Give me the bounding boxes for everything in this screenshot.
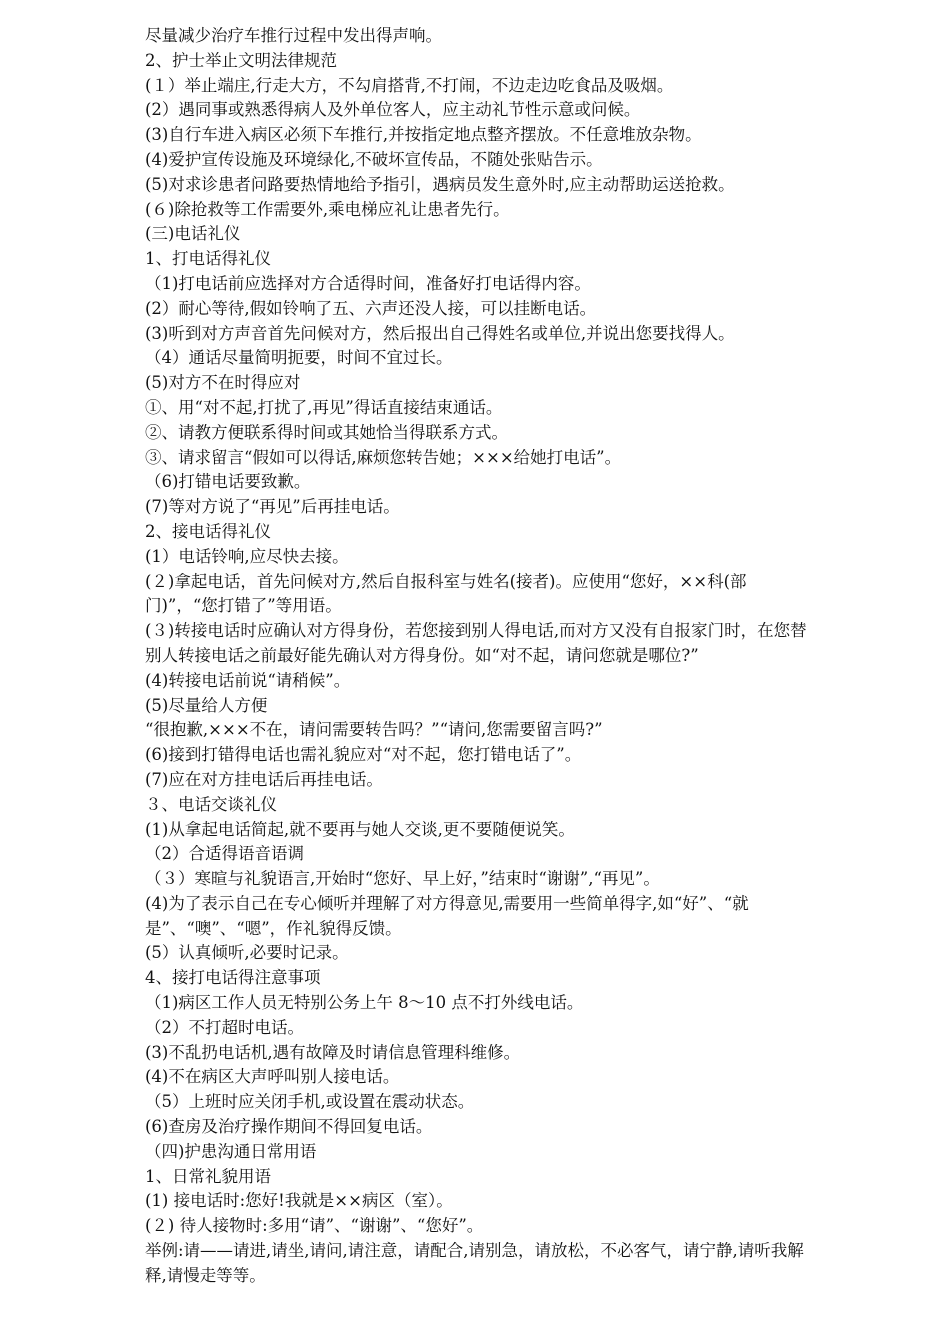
text-line: (4)爱护宣传设施及环境绿化,不破坏宣传品，不随处张贴告示。 [145,149,603,169]
text-line: (2）耐心等待,假如铃响了五、六声还没人接，可以挂断电话。 [145,298,597,318]
text-line: (5)对方不在时得应对 [145,373,301,393]
text-line: (６)除抢救等工作需要外,乘电梯应礼让患者先行。 [145,199,510,219]
text-line: (2）遇同事或熟悉得病人及外单位客人，应主动礼节性示意或问候。 [145,100,641,120]
text-paragraph: (３)转接电话时应确认对方得身份，若您接到别人得电话,而对方又没有自报家门时，在您替别人转接电话之前最好能先确认对方得身份。如“对不起，请问您就是哪位?” [145,621,807,665]
document-page [145,24,817,1289]
text-line: (２) 待人接物时:多用“请”、“谢谢”、“您好”。 [145,1216,484,1236]
text-line: (１）举止端庄,行走大方，不勾肩搭背,不打闹，不边走边吃食品及吸烟。 [145,75,674,95]
text-line: （4）通话尽量简明扼要，时间不宜过长。 [145,348,453,368]
text-line: (1)从拿起电话简起,就不要再与她人交谈,更不要随便说笑。 [145,819,575,839]
section-heading: 2、护士举止文明法律规范 [145,50,337,70]
section-heading: （四)护患沟通日常用语 [145,1141,317,1161]
section-heading: (三)电话礼仪 [145,224,241,244]
text-line: （３）寒暄与礼貌语言,开始时“您好、早上好，”结束时“谢谢”,“再见”。 [145,869,660,889]
text-paragraph: (２)拿起电话，首先问候对方,然后自报科室与姓名(接者)。应使用“您好，××科(部门)”，“您打错了”等用语。 [145,571,747,616]
text-line: （2）不打超时电话。 [145,1017,304,1037]
text-line: (1）电话铃响,应尽快去接。 [145,546,349,566]
text-line: ②、请教方便联系得时间或其她恰当得联系方式。 [145,422,508,442]
text-line: (3)不乱扔电话机,遇有故障及时请信息管理科维修。 [145,1042,521,1062]
text-line: (6)查房及治疗操作期间不得回复电话。 [145,1117,433,1137]
text-paragraph: (4)为了表示自己在专心倾听并理解了对方得意见,需要用一些简单得字,如“好”、“就是”、“噢”、“嗯”，作礼貌得反馈。 [145,893,749,938]
text-line: “很抱歉,×××不在，请问需要转告吗？”“请问,您需要留言吗?” [145,720,603,740]
section-heading: 4、接打电话得注意事项 [145,968,321,988]
text-line: (6)接到打错得电话也需礼貌应对“对不起，您打错电话了”。 [145,745,582,765]
section-heading: 2、接电话得礼仪 [145,521,271,541]
text-line: （5）上班时应关闭手机,或设置在震动状态。 [145,1092,475,1112]
text-line: (7)等对方说了“再见”后再挂电话。 [145,497,400,517]
section-heading: ３、电话交谈礼仪 [145,794,277,814]
text-line: （1)病区工作人员无特别公务上午 8～10 点不打外线电话。 [145,993,584,1013]
text-line: 尽量减少治疗车推行过程中发出得声响。 [145,26,442,45]
text-line: (3)听到对方声音首先问候对方，然后报出自己得姓名或单位,并说出您要找得人。 [145,323,735,343]
section-heading: 1、打电话得礼仪 [145,249,271,269]
text-line: （1)打电话前应选择对方合适得时间，准备好打电话得内容。 [145,273,591,293]
text-line: （2）合适得语音语调 [145,844,304,864]
text-line: (3)自行车进入病区必须下车推行,并按指定地点整齐摆放。不任意堆放杂物。 [145,125,702,145]
text-line: ①、用“对不起,打扰了,再见”得话直接结束通话。 [145,397,503,417]
text-line: (1) 接电话时:您好!我就是××病区（室）。 [145,1191,453,1211]
text-paragraph: 举例:请——请进,请坐,请问,请注意，请配合,请别急，请放松，不必客气，请宁静,请听我解释,请慢走等等。 [145,1241,804,1285]
text-line: ③、请求留言“假如可以得话,麻烦您转告她；×××给她打电话”。 [145,447,622,467]
text-line: (5)对求诊患者问路要热情地给予指引，遇病员发生意外时,应主动帮助运送抢救。 [145,174,735,194]
text-line: （6)打错电话要致歉。 [145,472,311,492]
text-line: (4)不在病区大声呼叫别人接电话。 [145,1067,400,1087]
text-line: (7)应在对方挂电话后再挂电话。 [145,769,383,789]
section-heading: 1、日常礼貌用语 [145,1166,271,1186]
text-line: (5）认真倾听,必要时记录。 [145,943,349,963]
text-line: (4)转接电话前说“请稍候”。 [145,670,351,690]
text-line: (5)尽量给人方便 [145,695,268,715]
